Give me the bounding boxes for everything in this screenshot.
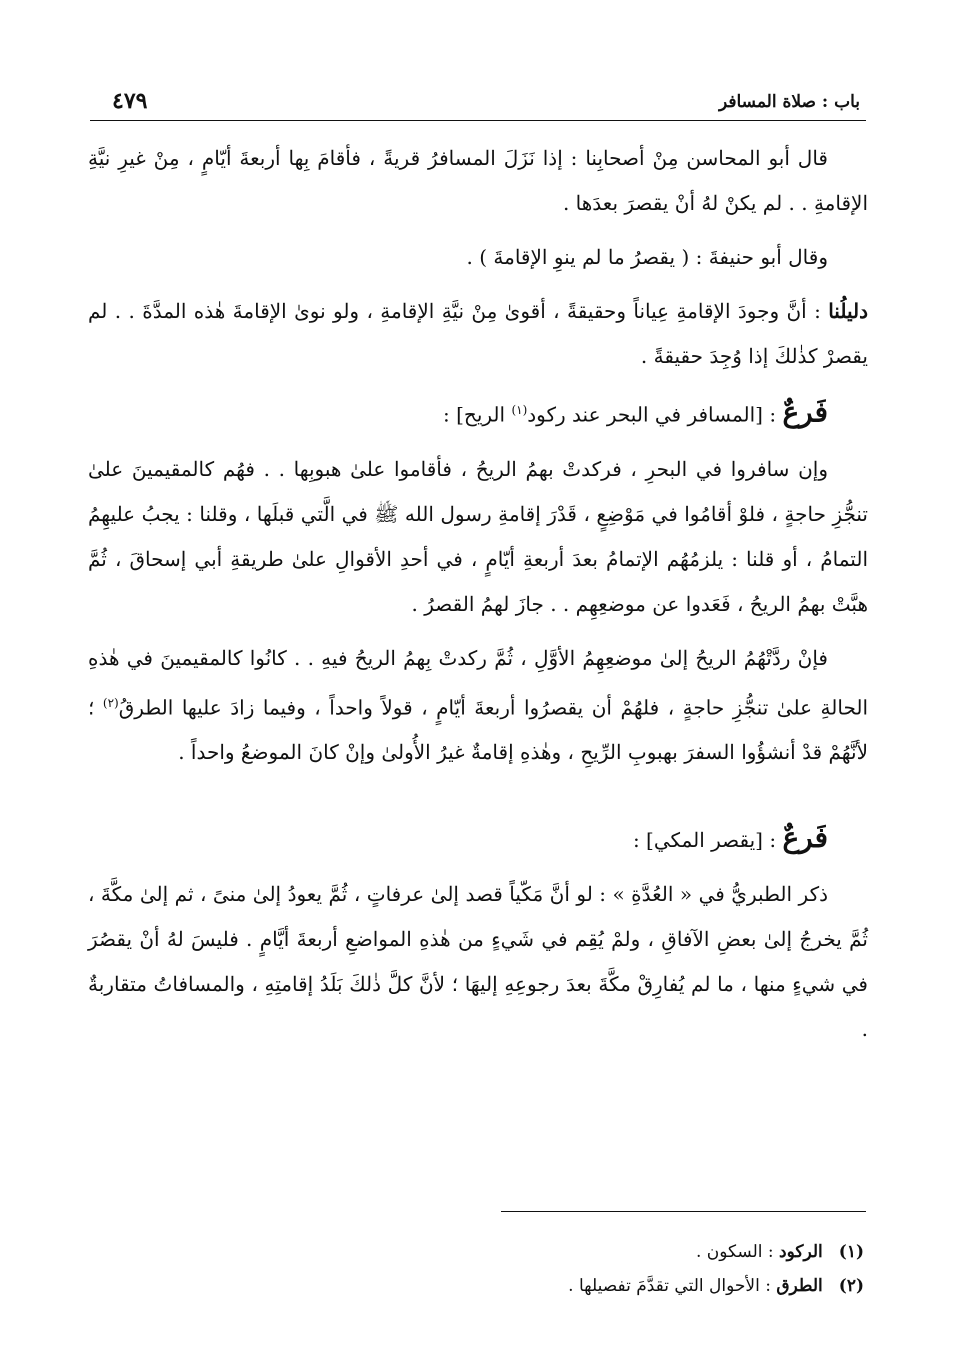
footnote-1 bbox=[88, 1235, 864, 1269]
footnotes bbox=[88, 1235, 864, 1303]
far-keyword: فَرعٌ bbox=[782, 821, 828, 855]
running-header bbox=[90, 88, 866, 121]
paragraph-dalil bbox=[88, 289, 868, 379]
far-title: : [المسافر في البحر عند ركود bbox=[527, 402, 783, 427]
footnote-text: : السكون . bbox=[695, 1242, 780, 1262]
page-number: ٤٧٩ bbox=[112, 88, 148, 114]
section-heading-far-2 bbox=[88, 815, 868, 863]
paragraph-abu-mahasin: قال أبو المحاسن مِنْ أصحابِنا : إذا نَزَلَ المسافرُ قريةً ، فأقامَ بِها أربعةَ أيّامٍ ، مِنْ غيرِ نيَّةِ الإقامةِ . . لم يكنْ لهُ أنْ يقصرَ بعدَها . bbox=[88, 146, 868, 215]
paragraph-wind-return-rest: ؛ لأنَّهُمْ قدْ أنشؤُوا السفرَ بهبوبِ الرِّيحِ ، وهٰذهِ إقامةٌ غيرُ الأُولىٰ وإنْ كانَ الموضعُ واحداً . bbox=[88, 695, 868, 765]
paragraph-wind-return bbox=[88, 636, 868, 776]
paragraph-tabari: ذكر الطبريُّ في « العُدَّةِ » : لو أنَّ مَكّياً قصد إلىٰ عرفاتٍ ، ثُمَّ يعودُ إلىٰ منىً ، ثم إلىٰ مكَّةَ ، ثُمَّ يخرجُ إلىٰ بعضِ الآفاقِ ، ولمْ يُقِم في شَيءٍ من هٰذهِ المواضعِ أربعةَ أيَّامٍ . فليسَ لهُ أنْ يقصُرَ في شيءٍ منها ، ما لم يُفارِقْ مكَّةَ بعدَ رجوعِهِ إليهَا ؛ لأنَّ كلَّ ذٰلكَ بَلَدُ إقامتِهِ ، والمسافاتُ متقاربةٌ . bbox=[88, 882, 868, 1042]
chapter-title: باب : صلاة المسافر bbox=[718, 92, 860, 112]
paragraph-abu-hanifa: وقال أبو حنيفةَ : ( يقصرُ ما لم ينوِ الإقامةَ ) . bbox=[466, 245, 828, 269]
footnote-term: الركود bbox=[779, 1242, 823, 1262]
footnote-term: الطرق bbox=[776, 1276, 823, 1296]
dalil-text: : أنَّ وجودَ الإقامةِ عِياناً وحقيقةً ، أقوىٰ مِنْ نيَّةِ الإقامةِ ، ولو نوىٰ الإقامةَ هٰذه المدَّةَ . . لم يقصرْ كذٰلكَ إذا وُجِدَ حقيقةً . bbox=[88, 299, 868, 368]
paragraph-sea-travel: وإن سافروا في البحرِ ، فركدتْ بهمُ الريحُ ، فأقاموا علىٰ هبوبِها . . فهُم كالمقيمينَ علىٰ تنجُّزِ حاجةٍ ، فلوْ أقامُوا في مَوْضِعٍ ، قَدْرَ إقامةِ رسول الله ﷺ في الَّتي قبلَها ، وقلنا : يجبُ عليهِمُ التمامُ ، أو قلنا : يلزمُهُم الإتمامُ بعدَ أربعةِ أيّامٍ ، في أحدِ الأقوالِ علىٰ طريقةِ أبي إسحاقَ ، ثُمَّ هبَّتْ بهمُ الريحُ ، فَعَدوا عن موضعِهِم . . جازَ لهمُ القصرُ . bbox=[88, 456, 868, 616]
footnote-separator bbox=[501, 1211, 866, 1212]
far-keyword: فَرعٌ bbox=[782, 395, 828, 429]
far-title-end: الريح] : bbox=[443, 402, 512, 427]
main-text bbox=[88, 136, 868, 1061]
footnote-ref-2[interactable]: (٢) bbox=[102, 695, 119, 710]
dalil-label: دليلُنا bbox=[828, 299, 868, 323]
paragraph-wind-return-text: فإنْ ردَّتْهُمُ الريحُ إلىٰ موضعِهِمُ الأوَّلِ ، ثُمَّ ركدتْ بِهمُ الريحُ فيهِ . . كانُوا كالمقيمينَ في هٰذهِ الحالةِ علىٰ تنجُّزِ حاجةٍ ، فلهُمْ أن يقصرُوا أربعةَ أيّامٍ ، قولاً واحداً ، وفيما زادَ عليها الطرقُ bbox=[88, 645, 869, 720]
footnote-number: (١) bbox=[838, 1242, 864, 1262]
footnote-text: : الأحوال التي تقدَّمَ تفصيلها . bbox=[568, 1276, 777, 1296]
section-heading-far-1 bbox=[88, 388, 868, 438]
footnote-number: (٢) bbox=[838, 1276, 864, 1296]
footnote-ref-1[interactable]: (١) bbox=[511, 403, 528, 417]
footnote-2 bbox=[88, 1269, 864, 1303]
far-title: : [يقصر المكي] : bbox=[632, 828, 783, 853]
